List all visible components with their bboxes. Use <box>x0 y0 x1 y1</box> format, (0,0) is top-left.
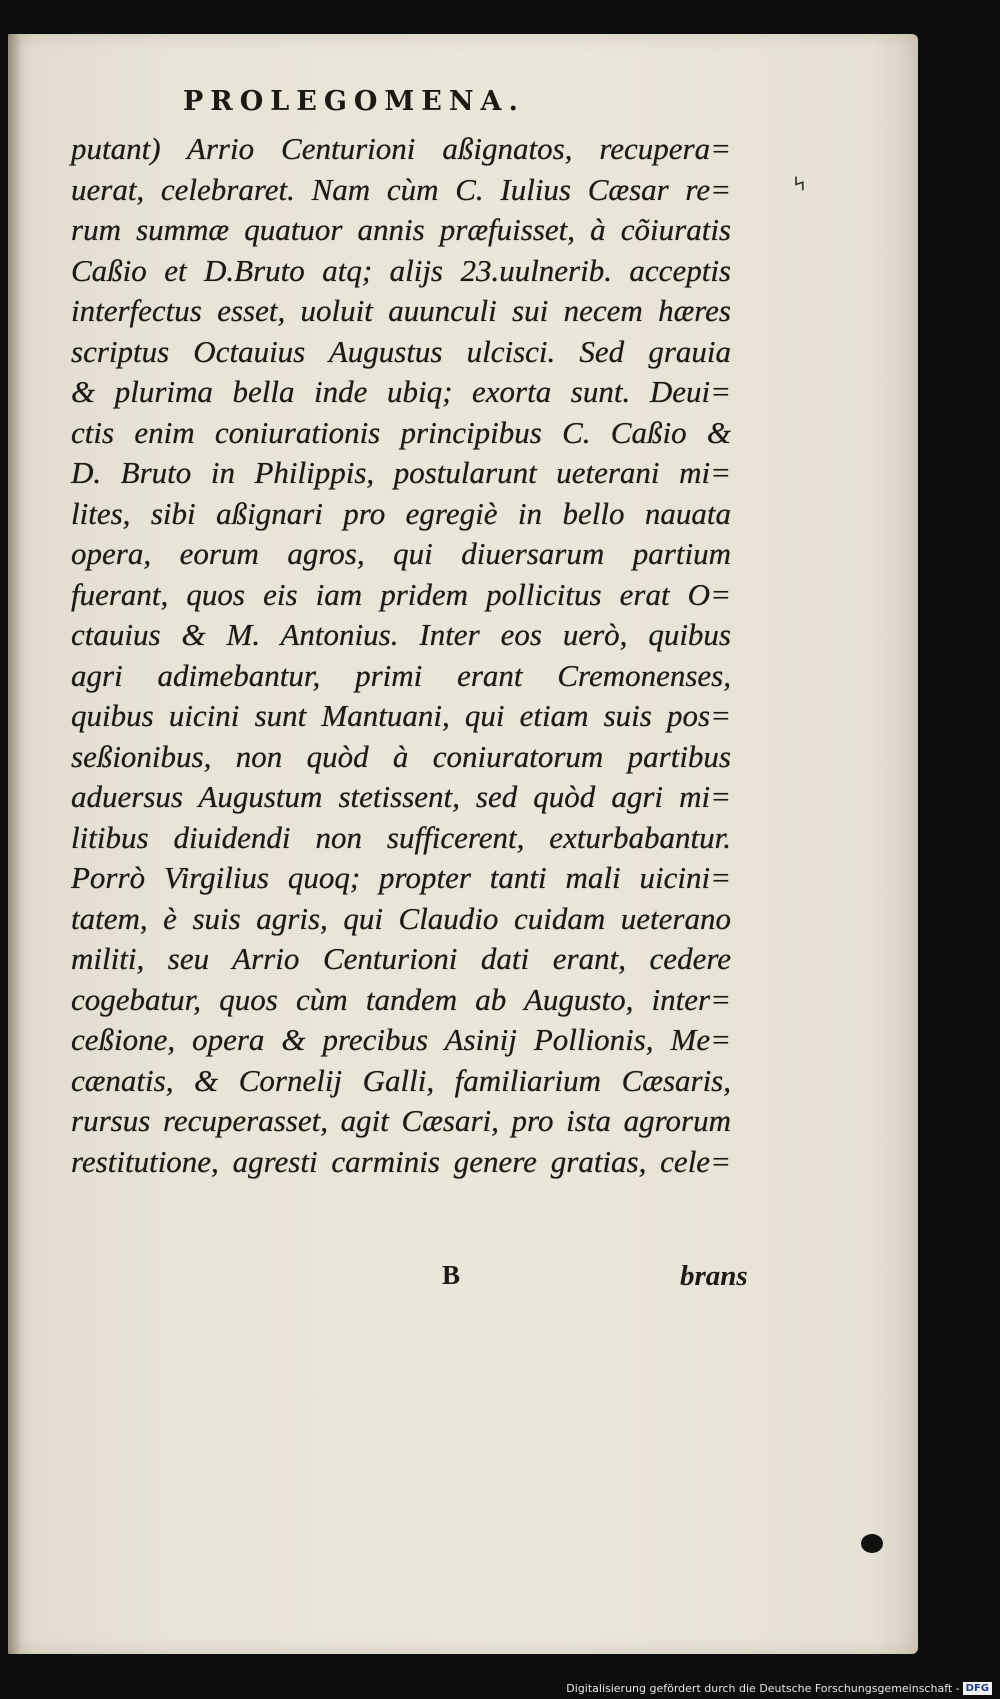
text-line: ceßione, opera & precibus Asinij Pollionis, Me= <box>71 1022 731 1057</box>
text-line: ctauius & M. Antonius. Inter eos uerò, quibus <box>71 617 731 652</box>
text-line: restitutione, agresti carminis genere gratias, cele= <box>71 1143 731 1179</box>
text-line: seßionibus, non quòd à coniuratorum partibus <box>71 738 731 774</box>
dfg-logo: DFG <box>963 1682 992 1695</box>
text-line: Porrò Virgilius quoq; propter tanti mali uicini= <box>71 860 731 895</box>
catchword: brans <box>680 1260 748 1292</box>
text-line: litibus diuidendi non sufficerent, exturbabantur. <box>71 819 731 855</box>
text-line: militi, seu Arrio Centurioni dati erant, cedere <box>71 941 731 976</box>
text-line: Caßio et D.Bruto atq; alijs 23.uulnerib. acceptis <box>71 252 731 288</box>
text-line: tatem, è suis agris, qui Claudio cuidam ueterano <box>71 900 731 936</box>
text-line: interfectus esset, uoluit auunculi sui necem hæres <box>71 293 731 328</box>
text-line: cogebatur, quos cùm tandem ab Augusto, inter= <box>71 981 731 1017</box>
text-line: rursus recuperasset, agit Cæsari, pro ista agrorum <box>71 1103 731 1138</box>
text-line: agri adimebantur, primi erant Cremonenses, <box>71 657 731 693</box>
text-line: rum summæ quatuor annis præfuisset, à cõiuratis <box>71 212 731 247</box>
text-line: opera, eorum agros, qui diuersarum partium <box>71 536 731 571</box>
signature-mark: B <box>442 1260 461 1290</box>
text-line: quibus uicini sunt Mantuani, qui etiam suis pos= <box>71 698 731 733</box>
text-line: & plurima bella inde ubiq; exorta sunt. Deui= <box>71 374 731 409</box>
text-line: cænatis, & Cornelij Galli, familiarium Cæsaris, <box>71 1062 731 1098</box>
text-line: ctis enim coniurationis principibus C. Caßio & <box>71 414 731 450</box>
ink-spot <box>861 1534 883 1553</box>
running-head: PROLEGOMENA. <box>183 86 525 117</box>
gutter-shadow <box>8 34 22 1654</box>
credit-text: Digitalisierung gefördert durch die Deutsche Forschungsgemeinschaft - <box>566 1681 960 1695</box>
digitization-credit <box>566 1682 992 1696</box>
text-line: fuerant, quos eis iam pridem pollicitus erat O= <box>71 576 731 612</box>
text-line: aduersus Augustum stetissent, sed quòd agri mi= <box>71 779 731 814</box>
text-line: lites, sibi aßignari pro egregiè in bello nauata <box>71 495 731 531</box>
text-line: putant) Arrio Centurioni aßignatos, recupera= <box>71 131 731 166</box>
margin-mark: ϟ <box>789 170 810 198</box>
text-line: scriptus Octauius Augustus ulcisci. Sed grauia <box>71 333 731 369</box>
text-line: uerat, celebraret. Nam cùm C. Iulius Cæsar re= <box>71 171 731 207</box>
text-line: D. Bruto in Philippis, postularunt ueterani mi= <box>71 455 731 490</box>
body-text <box>71 129 731 1182</box>
